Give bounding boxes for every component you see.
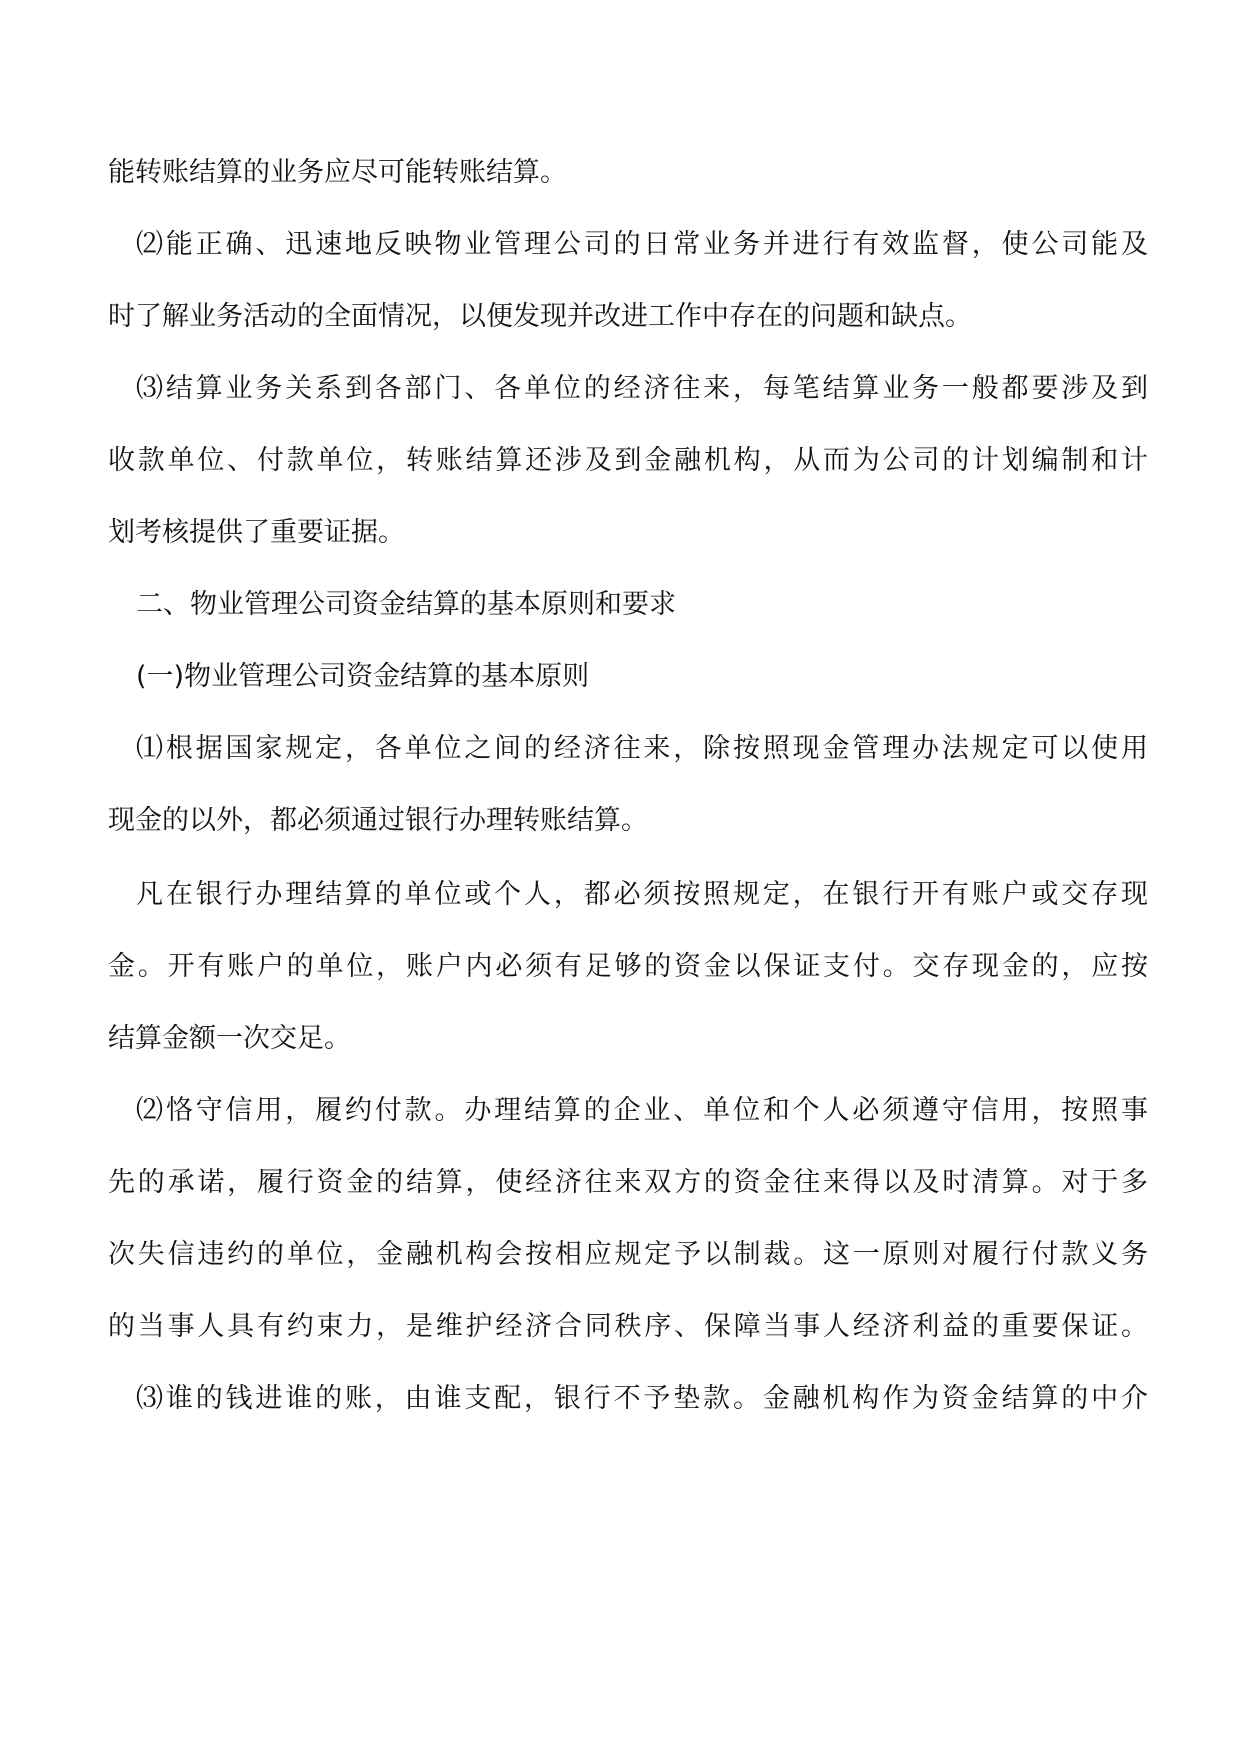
text-line: ⑵恪守信用，履约付款。办理结算的企业、单位和个人必须遵守信用，按照事 (136, 1095, 1148, 1126)
text-line: ⑶谁的钱进谁的账，由谁支配，银行不予垫款。金融机构作为资金结算的中介 (136, 1383, 1148, 1414)
text-line: 先的承诺，履行资金的结算，使经济往来双方的资金往来得以及时清算。对于多 (108, 1167, 1148, 1198)
text-line: 现金的以外，都必须通过银行办理转账结算。 (108, 805, 648, 836)
subsection-heading: (一)物业管理公司资金结算的基本原则 (136, 661, 590, 692)
text-line: 金。开有账户的单位，账户内必须有足够的资金以保证支付。交存现金的，应按 (108, 951, 1148, 982)
text-line: ⑶结算业务关系到各部门、各单位的经济往来，每笔结算业务一般都要涉及到 (136, 373, 1148, 404)
text-line: 收款单位、付款单位，转账结算还涉及到金融机构，从而为公司的计划编制和计 (108, 445, 1148, 476)
text-line: 时了解业务活动的全面情况，以便发现并改进工作中存在的问题和缺点。 (108, 301, 972, 332)
text-line: 能转账结算的业务应尽可能转账结算。 (108, 157, 567, 188)
text-line: 的当事人具有约束力，是维护经济合同秩序、保障当事人经济利益的重要保证。 (108, 1311, 1148, 1342)
text-line: 划考核提供了重要证据。 (108, 517, 405, 548)
section-heading: 二、物业管理公司资金结算的基本原则和要求 (136, 589, 676, 620)
text-line: ⑴根据国家规定，各单位之间的经济往来，除按照现金管理办法规定可以使用 (136, 733, 1148, 764)
text-line: 凡在银行办理结算的单位或个人，都必须按照规定，在银行开有账户或交存现 (136, 879, 1148, 910)
text-line: ⑵能正确、迅速地反映物业管理公司的日常业务并进行有效监督，使公司能及 (136, 229, 1148, 260)
text-line: 结算金额一次交足。 (108, 1023, 351, 1054)
text-line: 次失信违约的单位，金融机构会按相应规定予以制裁。这一原则对履行付款义务 (108, 1239, 1148, 1270)
